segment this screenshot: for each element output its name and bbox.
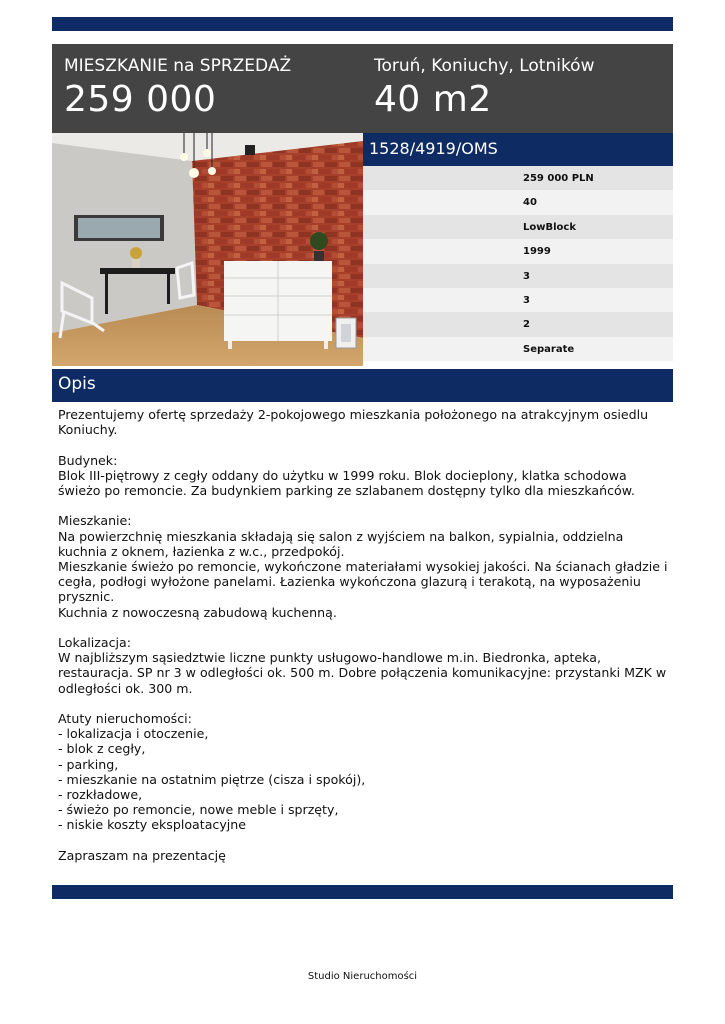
detail-value: 1999 [523, 246, 551, 258]
detail-value: 3 [523, 270, 530, 282]
bottom-accent-bar [52, 885, 673, 899]
detail-value: 259 000 PLN [523, 173, 594, 184]
listing-header [52, 44, 673, 133]
area: 40 m2 [374, 79, 492, 120]
description-intro: Prezentujemy ofertę sprzedaży 2-pokojowego mieszkania położonego na atrakcyjnym osiedlu Koniuchy. [58, 407, 649, 438]
description-closing: Zapraszam na prezentację [58, 847, 226, 863]
footer-agency: Studio Nieruchomości [307, 971, 418, 982]
description-title: Opis [58, 374, 96, 394]
reference-bar [363, 133, 673, 166]
location: Toruń, Koniuchy, Lotników [374, 56, 595, 76]
detail-value: 2 [523, 319, 530, 331]
header-right [374, 56, 595, 122]
detail-value: 3 [523, 294, 530, 306]
description-features: Atuty nieruchomości: - lokalizacja i otoczenie, - blok z cegły, - parking, - mieszkanie na ostatnim piętrze (cisza i spokój), - rozkładowe, - świeżo po remoncie, nowe meble i sprzęty, - niskie koszty eksploatacyjne [58, 711, 366, 833]
description-location: Lokalizacja: W najbliższym sąsiedztwie liczne punkty usługowo-handlowe m.in. Biedronka, apteka, restauracja. SP nr 3 w odległości ok. 500 m. Dobre połączenia komunikacyjne: przystanki MZK w odległości ok. 300 m. [58, 635, 667, 696]
detail-row [363, 288, 673, 312]
description-body [58, 407, 668, 878]
detail-value: Separate [523, 343, 575, 355]
offer-type: MIESZKANIE na SPRZEDAŻ [64, 56, 292, 76]
detail-value: LowBlock [523, 221, 576, 233]
detail-value: 40 [523, 197, 537, 209]
detail-row [363, 337, 673, 361]
detail-row [363, 190, 673, 214]
detail-row [363, 239, 673, 263]
price: 259 000 [64, 79, 217, 120]
top-accent-bar [52, 17, 673, 31]
detail-row [363, 312, 673, 336]
detail-row [363, 166, 673, 190]
description-header [52, 369, 673, 402]
header-left [64, 56, 291, 122]
details-table [363, 166, 673, 361]
detail-row [363, 264, 673, 288]
description-apartment: Mieszkanie: Na powierzchnię mieszkania składają się salon z wyjściem na balkon, sypialnia, oddzielna kuchnia z oknem, łazienka z w.c., przedpokój. Mieszkanie świeżo po remoncie, wykończone materiałami wysokiej jakości. Na ścianach gładzie i cegła, podłogi wyłożone panelami. Łazienka wykończona glazurą i terakotą, na wyposażeniu prysznic. Kuchnia z nowoczesną zabudową kuchenną. [58, 513, 668, 620]
apartment-photo [52, 133, 363, 366]
description-building: Budynek: Blok III-piętrowy z cegły oddany do użytku w 1999 roku. Blok docieplony, klatka schodowa świeżo po remoncie. Za budynkiem parking ze szlabanem dostępny tylko dla mieszkańców. [58, 452, 635, 498]
detail-row [363, 215, 673, 239]
reference-number: 1528/4919/OMS [369, 139, 498, 158]
